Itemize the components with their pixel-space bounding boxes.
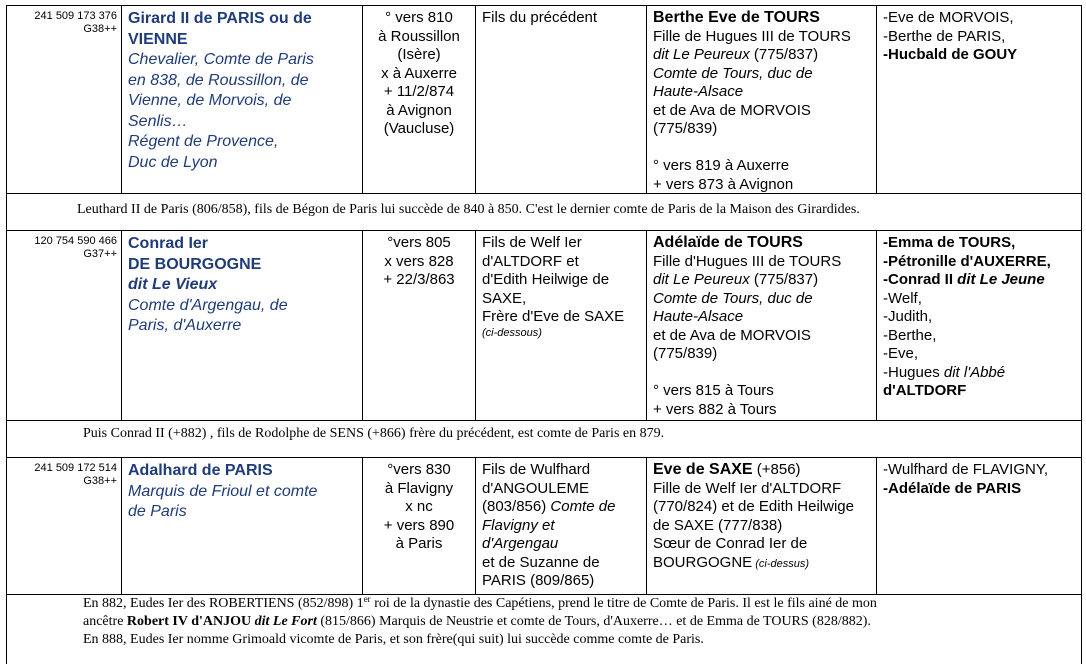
- dates-cell: [362, 458, 475, 594]
- child-epithet: dit Le Jeune: [957, 271, 1045, 288]
- spouse-name-line: [653, 461, 870, 480]
- spouse-line: [653, 271, 870, 290]
- date-line: °vers 830: [387, 461, 451, 478]
- id-cell: [7, 231, 121, 420]
- note-text: Leuthard II de Paris (806/858), fils de Bégon de Paris lui succède de 840 à 850. C'est le dernier comte de Paris de la Maison des Girardides.: [77, 202, 860, 217]
- parents-line: PARIS (809/865): [482, 572, 595, 589]
- parents-line: d'ANGOULEME: [482, 479, 590, 497]
- spouse-line: Fille de Hugues III de TOURS: [653, 27, 851, 45]
- person-titles: [128, 482, 356, 523]
- spouse-spacer: [653, 139, 870, 158]
- note-row: [6, 420, 1082, 457]
- person-epithet: dit Le Vieux: [128, 276, 218, 293]
- title-line: Régent de Provence,: [128, 133, 279, 150]
- title-line: Marquis de Frioul et comte: [128, 482, 318, 500]
- spouse-line: ° vers 819 à Auxerre: [653, 157, 790, 174]
- date-line: x nc: [405, 498, 433, 515]
- parents-line: (803/856) Comte de: [482, 498, 616, 515]
- date-line: ° vers 810: [385, 9, 453, 26]
- table-row: [6, 5, 1082, 193]
- title-line: de Paris: [128, 503, 187, 520]
- date-line: + 11/2/874: [383, 83, 455, 100]
- spouse-line: Sœur de Conrad Ier de: [653, 535, 808, 552]
- ancestor-epithet: dit Le Fort: [254, 614, 317, 629]
- date-line: + vers 890: [383, 516, 455, 534]
- spouse-line: et de Ava de MORVOIS: [653, 326, 811, 344]
- person-titles: [128, 296, 356, 337]
- spouse-epithet-dates: (775/837): [749, 271, 819, 288]
- person-name-line: Girard II de PARIS ou de: [128, 10, 312, 27]
- cross-reference-note: (ci-dessous): [482, 326, 542, 339]
- date-line: °vers 805: [387, 234, 451, 251]
- date-line: + 22/3/863: [383, 271, 455, 288]
- parents-line: Flavigny et: [482, 516, 555, 534]
- child-line: -Eve,: [883, 345, 919, 362]
- title-line: Comte d'Argengau, de: [128, 296, 288, 314]
- parents-cell: [475, 458, 646, 594]
- note-text: En 882, Eudes Ier des ROBERTIENS (852/898) 1er roi de la dynastie des Capétiens, prend le titre de Comte de Paris. Il est le fils ainé de mon: [83, 594, 877, 611]
- person-cell: [121, 6, 362, 193]
- spouse-line: (770/824) et de Edith Heilwige: [653, 498, 854, 515]
- title-line: Vienne, de Morvois, de: [128, 92, 292, 109]
- date-line: x à Auxerre: [381, 64, 457, 82]
- date-line: à Avignon: [386, 101, 452, 119]
- title-line: Duc de Lyon: [128, 153, 218, 171]
- spouse-line: Haute-Alsace: [653, 308, 744, 325]
- spouse-line: (775/839): [653, 345, 718, 362]
- spouse-spacer: [653, 364, 870, 383]
- date-line: (Isère): [397, 46, 441, 63]
- spouse-line: Comte de Tours, duc de: [653, 64, 813, 82]
- spouse-line: (775/839): [653, 120, 718, 137]
- spouse-cell: [646, 6, 876, 193]
- generation-label: G38++: [83, 23, 117, 35]
- parents-line: Frère d'Eve de SAXE: [482, 308, 625, 325]
- spouse-epithet: dit Le Peureux: [653, 271, 750, 288]
- child-line: -Pétronille d'AUXERRE,: [883, 252, 1051, 270]
- children-cell: [876, 458, 1083, 594]
- id-cell: [7, 6, 121, 193]
- person-name: [128, 9, 356, 50]
- title-line: en 838, de Roussillon, de: [128, 71, 309, 89]
- spouse-line: Fille d'Hugues III de TOURS: [653, 252, 842, 270]
- id-cell: [7, 458, 121, 594]
- person-name: [128, 234, 356, 296]
- child-line: -Hugues dit l'Abbé: [883, 363, 1006, 381]
- title-fragment: Comte de: [550, 498, 616, 515]
- generation-label: G37++: [83, 248, 117, 260]
- parents-line: Fils du précédent: [482, 9, 598, 26]
- spouse-name: Adélaïde de TOURS: [653, 234, 803, 251]
- spouse-line: + vers 882 à Tours: [653, 400, 777, 418]
- spouse-line: Haute-Alsace: [653, 83, 744, 100]
- children-cell: [876, 231, 1083, 420]
- date-line: x vers 828: [384, 252, 454, 270]
- parents-line: Fils de Wulfhard: [482, 461, 591, 478]
- child-line: -Welf,: [883, 289, 922, 307]
- table-row: [6, 457, 1082, 594]
- spouse-name: Eve de SAXE: [653, 461, 753, 478]
- note-row: [6, 193, 1082, 230]
- person-titles: [128, 50, 356, 173]
- generation-label: G38++: [83, 475, 117, 487]
- child-line: -Emma de TOURS,: [883, 234, 1016, 251]
- note-row: [6, 594, 1082, 664]
- child-line: -Eve de MORVOIS,: [883, 9, 1014, 26]
- title-line: Paris, d'Auxerre: [128, 317, 242, 334]
- person-name-line: Adalhard de PARIS: [128, 462, 273, 479]
- parents-cell: [475, 6, 646, 193]
- spouse-cell: [646, 458, 876, 594]
- child-line: -Wulfhard de FLAVIGNY,: [883, 461, 1049, 478]
- person-cell: [121, 458, 362, 594]
- sosa-number: 241 509 173 376: [34, 10, 117, 22]
- spouse-line: Comte de Tours, duc de: [653, 289, 813, 307]
- spouse-line: ° vers 815 à Tours: [653, 382, 774, 399]
- note-text: Puis Conrad II (+882) , fils de Rodolphe de SENS (+866) frère du précédent, est comte de Paris en 879.: [83, 426, 665, 441]
- table-row: [6, 230, 1082, 420]
- dates-cell: [362, 6, 475, 193]
- child-line: d'ALTDORF: [883, 382, 967, 399]
- parents-line: d'Argengau: [482, 535, 559, 552]
- date-line: à Paris: [395, 535, 443, 552]
- child-epithet: dit l'Abbé: [943, 363, 1006, 381]
- spouse-line: et de Ava de MORVOIS: [653, 101, 811, 119]
- cross-reference-note: (ci-dessus): [752, 557, 810, 570]
- parents-cell: [475, 231, 646, 420]
- date-line: à Roussillon: [378, 27, 460, 45]
- note-text: ancêtre Robert IV d'ANJOU dit Le Fort (815/866) Marquis de Neustrie et comte de Tours, d'Auxerre… et de Emma de TOURS (828/882).: [83, 614, 871, 629]
- sosa-number: 120 754 590 466: [34, 235, 117, 247]
- dates-cell: [362, 231, 475, 420]
- note-text: En 888, Eudes Ier nomme Grimoald vicomte de Paris, et son frère(qui suit) lui succède comme comte de Paris.: [83, 632, 704, 647]
- superscript: er: [363, 594, 371, 604]
- child-line: -Berthe,: [883, 326, 937, 344]
- parents-line: Fils de Welf Ier: [482, 234, 582, 251]
- child-line: -Conrad II dit Le Jeune: [883, 271, 1045, 288]
- spouse-line: [653, 554, 870, 574]
- person-name: [128, 461, 356, 482]
- person-name-line: VIENNE: [128, 30, 188, 48]
- parents-line: d'Edith Heilwige de: [482, 271, 610, 288]
- child-line: -Hucbald de GOUY: [883, 46, 1018, 63]
- parents-line: d'ALTDORF et: [482, 252, 579, 270]
- spouse-line-text: BOURGOGNE: [653, 553, 753, 571]
- spouse-line: de SAXE (777/838): [653, 516, 783, 534]
- child-line: -Adélaïde de PARIS: [883, 479, 1022, 497]
- sosa-number: 241 509 172 514: [34, 462, 117, 474]
- spouse-epithet: dit Le Peureux: [653, 46, 750, 63]
- ancestor-name: Robert IV d'ANJOU: [126, 614, 255, 629]
- person-cell: [121, 231, 362, 420]
- spouse-cell: [646, 231, 876, 420]
- title-line: Chevalier, Comte de Paris: [128, 51, 314, 68]
- child-line: -Berthe de PARIS,: [883, 27, 1006, 45]
- spouse-name: Berthe Eve de TOURS: [653, 9, 820, 26]
- date-line: à Flavigny: [384, 479, 454, 497]
- person-name-line: DE BOURGOGNE: [128, 255, 262, 273]
- parents-line: et de Suzanne de: [482, 553, 600, 571]
- genealogy-table: [6, 5, 1082, 664]
- spouse-line: + vers 873 à Avignon: [653, 175, 794, 193]
- spouse-line: Fille de Welf Ier d'ALTDORF: [653, 479, 842, 497]
- spouse-epithet-dates: (775/837): [749, 46, 819, 63]
- spouse-death: (+856): [752, 461, 801, 478]
- person-name-line: Conrad Ier: [128, 235, 209, 252]
- spouse-line: [653, 46, 870, 65]
- date-line: (Vaucluse): [383, 120, 455, 137]
- children-cell: [876, 6, 1083, 193]
- parents-line: SAXE,: [482, 289, 527, 307]
- child-line: -Judith,: [883, 308, 933, 325]
- title-line: Senlis…: [128, 112, 188, 130]
